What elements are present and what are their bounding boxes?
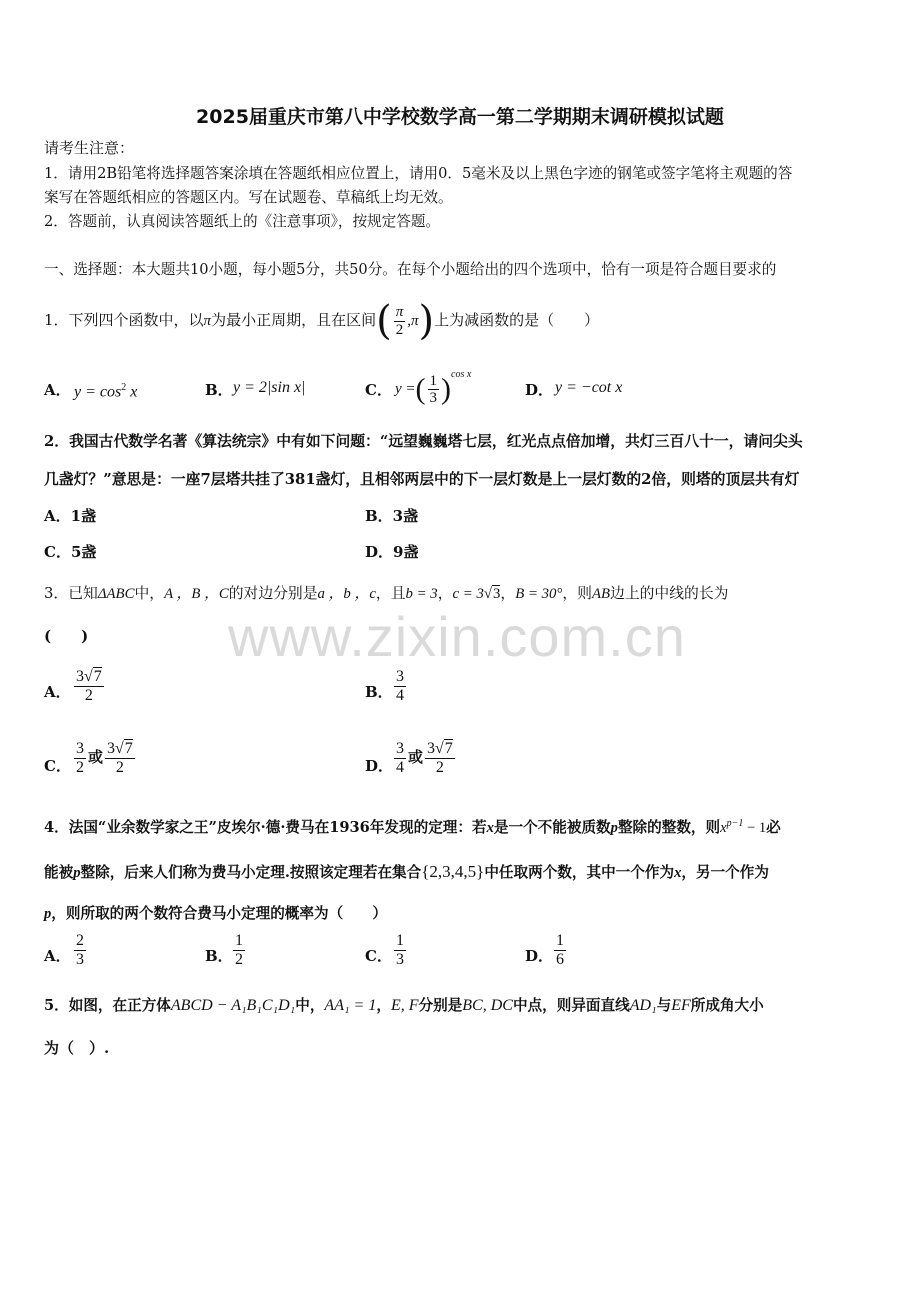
- q3-option-d-label: D．: [365, 757, 394, 775]
- q4-option-b: $\frac{1}{2}$: [235, 932, 243, 968]
- notice-heading: 请考生注意：: [44, 139, 135, 157]
- q1-option-d-label: D．: [525, 381, 554, 399]
- q1-text-post: 上为减函数的是（ ）: [434, 311, 600, 329]
- section-heading: 一、选择题：本大题共10小题，每小题5分，共50分。在每个小题给出的四个选项中，恰有一项是符合题目要求的: [44, 261, 777, 278]
- q2-option-a: A．1盏: [44, 507, 97, 525]
- q4-option-a-label: A．: [44, 947, 71, 965]
- q1-interval-rest: ,π: [407, 313, 419, 329]
- q2-option-d: D．9盏: [365, 543, 419, 561]
- notice-line-2: 案写在答题纸相应的答题区内。写在试题卷、草稿纸上均无效。: [44, 189, 453, 206]
- q1-option-a: $y = \cos^2 x$: [74, 382, 138, 401]
- q4-option-c: $\frac{1}{3}$: [396, 932, 404, 968]
- q3-line-2: ( ): [44, 627, 89, 645]
- q2-line-1: 2．我国古代数学名著《算法统宗》中有如下问题：“远望巍巍塔七层，红光点点倍加增，共灯三百八十一，请问尖头: [44, 433, 803, 450]
- q3-option-d: $\frac{3}{4}$ 或 $\frac{3√7}{2}$: [396, 740, 453, 776]
- q1-text-mid: 为最小正周期，且在区间: [211, 311, 377, 329]
- q2-line-2: 几盏灯？”意思是：一座7层塔共挂了381盏灯，且相邻两层中的下一层灯数是上一层灯数的2倍，则塔的顶层共有灯: [44, 471, 800, 488]
- q1-text-pre: 1．下列四个函数中，以: [44, 311, 204, 329]
- q4-line-2: 能被p整除，后来人们称为费马小定理.按照该定理若在集合{2,3,4,5}中任取两个数，其中一个作为x，另一个作为: [44, 862, 769, 881]
- q3-option-c-label: C．: [44, 757, 71, 775]
- question-1: [44, 298, 599, 342]
- q4-option-a: $\frac{2}{3}$: [76, 932, 84, 968]
- watermark: www.zixin.com.cn: [228, 605, 686, 668]
- q1-option-b: y = 2|sin x|: [233, 379, 306, 396]
- q4-option-c-label: C．: [365, 947, 392, 965]
- q1-paren-left: (: [376, 298, 392, 344]
- page-title: 2025届重庆市第八中学校数学高一第二学期期末调研模拟试题: [196, 106, 724, 128]
- q3-line-1: 3．已知ΔABC中，A ，B ，C的对边分别是a ，b ，c，且b = 3，c = 3√3，B = 30°，则AB边上的中线的长为: [44, 585, 729, 602]
- q4-line-3: p，则所取的两个数符合费马小定理的概率为（ ）: [44, 905, 387, 922]
- q3-option-c: $\frac{3}{2}$ 或 $\frac{3√7}{2}$: [76, 740, 133, 776]
- q3-option-b: $\frac{3}{4}$: [396, 668, 404, 704]
- q1-option-b-label: B．: [205, 381, 233, 399]
- q4-option-d: $\frac{1}{6}$: [556, 932, 564, 968]
- q2-option-b: B．3盏: [365, 507, 419, 525]
- q1-c-fraction: $\frac{1}{3}$: [429, 372, 438, 407]
- notice-line-3: 2．答题前，认真阅读答题纸上的《注意事项》，按规定答题。: [44, 213, 441, 230]
- q1-option-d: y = −cot x: [555, 379, 623, 396]
- q1-option-c: y =( $\frac{1}{3}$ )$^{cos x}$: [395, 369, 472, 407]
- q1-option-c-label: C．: [365, 381, 392, 399]
- q5-line-2: 为（ ）.: [44, 1039, 110, 1057]
- q1-paren-right: ): [418, 298, 435, 344]
- q4-option-b-label: B．: [205, 947, 233, 965]
- q4-option-d-label: D．: [525, 947, 554, 965]
- q3-option-a-label: A．: [44, 683, 71, 701]
- q3-option-a: $\frac{3√7}{2}$: [76, 668, 102, 704]
- q2-option-c: C．5盏: [44, 543, 97, 561]
- notice-line-1: 1．请用2B铅笔将选择题答案涂填在答题纸相应位置上，请用0．5毫米及以上黑色字迹的钢笔或签字笔将主观题的答: [44, 165, 793, 182]
- q4-line-1: 4．法国“业余数学家之王”皮埃尔·德·费马在1936年发现的定理：若x是一个不能被质数p整除的整数，则$x^{p-1} - 1$必: [44, 818, 781, 836]
- q5-line-1: 5．如图，在正方体ABCD − A₁B₁C₁D₁中，AA₁ = 1，E, F分别是BC, DC中点，则异面直线AD₁与EF所成角大小: [44, 997, 764, 1014]
- q3-option-b-label: B．: [365, 683, 393, 701]
- q1-interval-fraction: $\frac{\pi}{2}$: [395, 304, 404, 338]
- q1-option-a-label: A．: [44, 381, 71, 399]
- q1-pi: π: [203, 313, 212, 329]
